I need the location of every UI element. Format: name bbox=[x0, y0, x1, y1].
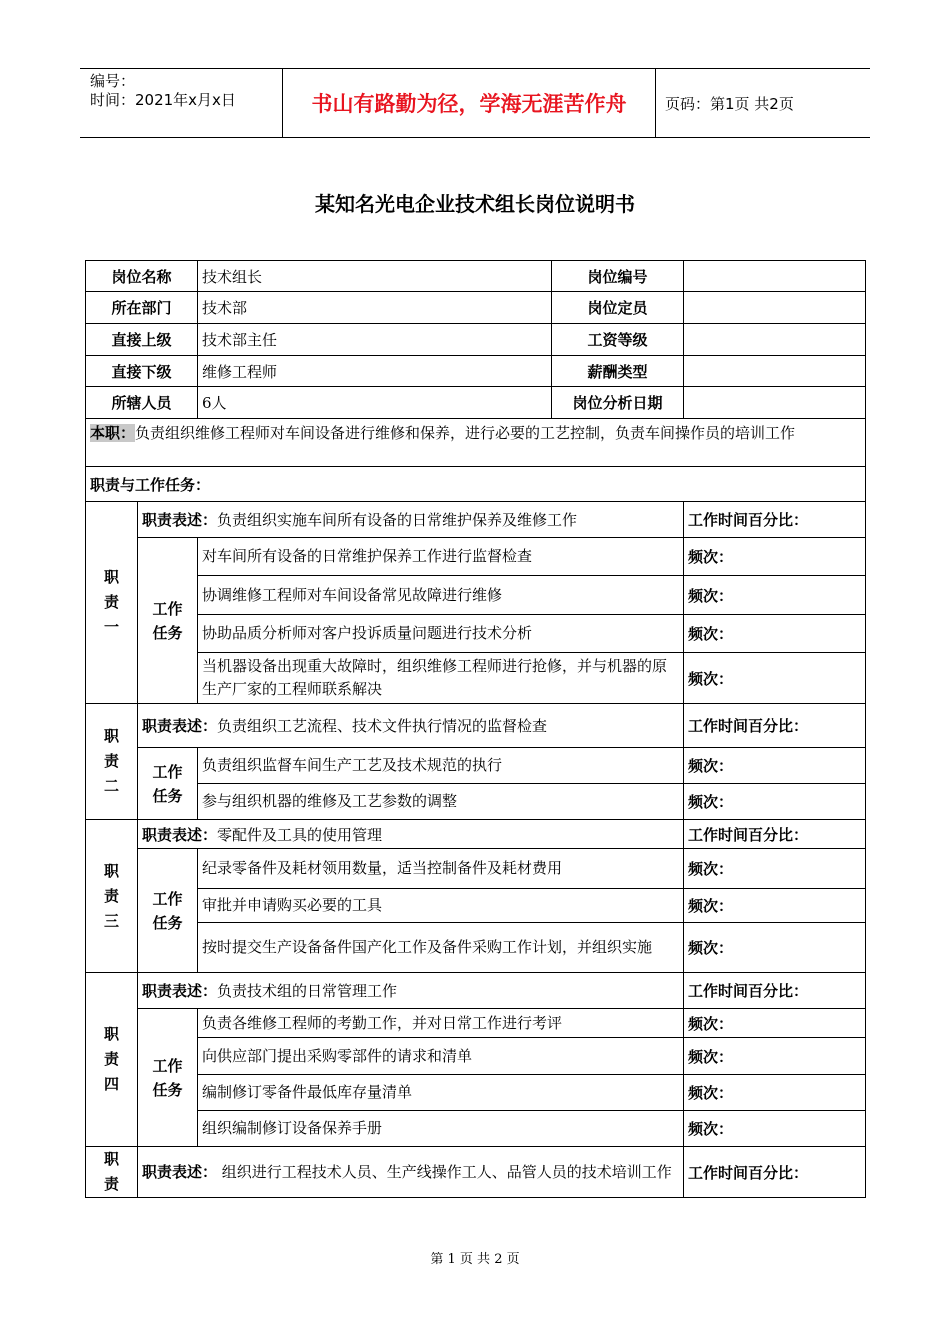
task-text: 审批并申请购买必要的工具 bbox=[198, 889, 684, 923]
info-label: 薪酬类型 bbox=[552, 356, 684, 387]
percent-label: 工作时间百分比： bbox=[684, 704, 866, 748]
desc-text: 零配件及工具的使用管理 bbox=[217, 825, 383, 844]
duty-description bbox=[138, 973, 684, 1009]
number-label: 编号： bbox=[90, 72, 136, 90]
info-value bbox=[684, 292, 866, 324]
duty-name bbox=[86, 704, 138, 820]
task-group-char: 工作 bbox=[152, 762, 183, 781]
info-value: 技术部 bbox=[198, 292, 552, 324]
duty-name bbox=[86, 973, 138, 1147]
motto: 书山有路勤为径，学海无涯苦作舟 bbox=[282, 69, 656, 137]
task-group-char: 任务 bbox=[152, 786, 183, 805]
desc-text: 负责技术组的日常管理工作 bbox=[217, 982, 398, 1000]
percent-label: 工作时间百分比： bbox=[684, 1147, 866, 1198]
info-value bbox=[684, 387, 866, 419]
percent-label: 工作时间百分比： bbox=[684, 973, 866, 1009]
info-label: 岗位名称 bbox=[86, 261, 198, 292]
duty-description bbox=[138, 820, 684, 849]
job-description-table bbox=[85, 260, 866, 1198]
info-value bbox=[684, 324, 866, 356]
freq-label: 频次： bbox=[684, 849, 866, 889]
freq-label: 频次： bbox=[684, 538, 866, 576]
task-group-label bbox=[138, 538, 198, 704]
desc-key: 职责表述： bbox=[142, 511, 218, 529]
duty-desc-row bbox=[86, 502, 866, 538]
duty-name bbox=[86, 502, 138, 704]
page-label: 页码：第1页 共2页 bbox=[665, 94, 794, 113]
duty-name-char: 职 bbox=[103, 727, 119, 745]
header-meta bbox=[80, 69, 282, 137]
task-group-char: 工作 bbox=[152, 1056, 183, 1075]
info-label: 直接下级 bbox=[86, 356, 198, 387]
info-row bbox=[86, 387, 866, 419]
info-label: 工资等级 bbox=[552, 324, 684, 356]
task-row bbox=[86, 1075, 866, 1111]
freq-label: 频次： bbox=[684, 1009, 866, 1038]
duty-name-char: 责 bbox=[103, 886, 119, 905]
task-group-char: 任务 bbox=[152, 913, 183, 932]
duty-description bbox=[138, 502, 684, 538]
info-value: 6人 bbox=[198, 387, 552, 419]
freq-label: 频次： bbox=[684, 784, 866, 820]
task-row bbox=[86, 1038, 866, 1075]
task-text: 向供应部门提出采购零部件的请求和清单 bbox=[198, 1038, 684, 1075]
info-row bbox=[86, 292, 866, 324]
task-text: 负责各维修工程师的考勤工作，并对日常工作进行考评 bbox=[198, 1009, 684, 1038]
info-label: 所在部门 bbox=[86, 292, 198, 324]
duty-name-char: 责 bbox=[103, 1050, 119, 1068]
info-label: 直接上级 bbox=[86, 324, 198, 356]
task-row bbox=[86, 653, 866, 704]
task-text: 协调维修工程师对车间设备常见故障进行维修 bbox=[198, 576, 684, 615]
info-label: 岗位定员 bbox=[552, 292, 684, 324]
task-row bbox=[86, 576, 866, 615]
freq-label: 频次： bbox=[684, 1075, 866, 1111]
benzhi-label: 本职： bbox=[90, 424, 136, 442]
info-label: 所辖人员 bbox=[86, 387, 198, 419]
task-row bbox=[86, 889, 866, 923]
task-group-char: 工作 bbox=[152, 599, 183, 618]
info-value bbox=[684, 261, 866, 292]
page-header bbox=[80, 68, 870, 138]
task-group-char: 任务 bbox=[152, 1080, 183, 1099]
info-row bbox=[86, 261, 866, 292]
page-footer: 第 1 页 共 2 页 bbox=[430, 1252, 520, 1267]
freq-label: 频次： bbox=[684, 748, 866, 784]
task-text: 组织编制修订设备保养手册 bbox=[198, 1111, 684, 1147]
desc-key: 职责表述： bbox=[142, 717, 218, 735]
task-row bbox=[86, 1009, 866, 1038]
info-value bbox=[684, 356, 866, 387]
task-text: 对车间所有设备的日常维护保养工作进行监督检查 bbox=[198, 538, 684, 576]
duties-header-row bbox=[86, 467, 866, 502]
duty-name-char: 职 bbox=[103, 861, 119, 880]
info-label: 岗位编号 bbox=[552, 261, 684, 292]
task-row bbox=[86, 538, 866, 576]
duty-name-char: 一 bbox=[103, 618, 119, 636]
duty-name-char: 责 bbox=[103, 593, 119, 611]
percent-label: 工作时间百分比： bbox=[684, 820, 866, 849]
freq-label: 频次： bbox=[684, 653, 866, 704]
task-row bbox=[86, 923, 866, 973]
duty-name-char: 职 bbox=[103, 568, 119, 586]
freq-label: 频次： bbox=[684, 923, 866, 973]
task-text: 当机器设备出现重大故障时，组织维修工程师进行抢修，并与机器的原生产厂家的工程师联系解决 bbox=[198, 653, 684, 704]
freq-label: 频次： bbox=[684, 615, 866, 653]
benzhi-row bbox=[86, 419, 866, 467]
desc-text: 负责组织工艺流程、技术文件执行情况的监督检查 bbox=[217, 717, 548, 735]
duty-description bbox=[138, 704, 684, 748]
task-row bbox=[86, 1111, 866, 1147]
task-group-char: 工作 bbox=[152, 889, 183, 908]
info-value: 技术组长 bbox=[198, 261, 552, 292]
task-group-label bbox=[138, 748, 198, 820]
benzhi-text: 负责组织维修工程师对车间设备进行维修和保养，进行必要的工艺控制，负责车间操作员的培训工作 bbox=[135, 424, 796, 442]
task-group-char: 任务 bbox=[152, 623, 183, 642]
info-value: 维修工程师 bbox=[198, 356, 552, 387]
duty-name-char: 职 bbox=[103, 1150, 119, 1168]
duty-desc-row bbox=[86, 704, 866, 748]
duty-desc-row bbox=[86, 973, 866, 1009]
duty-name-char: 四 bbox=[103, 1075, 119, 1093]
task-text: 按时提交生产设备备件国产化工作及备件采购工作计划，并组织实施 bbox=[198, 923, 684, 973]
desc-key: 职责表述： bbox=[142, 1162, 218, 1181]
task-text: 纪录零备件及耗材领用数量，适当控制备件及耗材费用 bbox=[198, 849, 684, 889]
duty-name-char: 责 bbox=[103, 752, 119, 770]
task-text: 参与组织机器的维修及工艺参数的调整 bbox=[198, 784, 684, 820]
time-label: 时间：2021年x月x日 bbox=[90, 91, 236, 109]
task-row bbox=[86, 748, 866, 784]
duty-name bbox=[86, 820, 138, 973]
duty-desc-row bbox=[86, 1147, 866, 1198]
info-row bbox=[86, 324, 866, 356]
desc-text: 组织进行工程技术人员、生产线操作工人、品管人员的技术培训工作 bbox=[217, 1162, 672, 1181]
duties-header: 职责与工作任务： bbox=[86, 467, 866, 502]
percent-label: 工作时间百分比： bbox=[684, 502, 866, 538]
task-text: 编制修订零备件最低库存量清单 bbox=[198, 1075, 684, 1111]
info-row bbox=[86, 356, 866, 387]
duty-desc-row bbox=[86, 820, 866, 849]
info-label: 岗位分析日期 bbox=[552, 387, 684, 419]
freq-label: 频次： bbox=[684, 1111, 866, 1147]
task-text: 协助品质分析师对客户投诉质量问题进行技术分析 bbox=[198, 615, 684, 653]
duty-description bbox=[138, 1147, 684, 1198]
freq-label: 频次： bbox=[684, 889, 866, 923]
benzhi-cell bbox=[86, 419, 866, 467]
freq-label: 频次： bbox=[684, 1038, 866, 1075]
info-value: 技术部主任 bbox=[198, 324, 552, 356]
task-group-label bbox=[138, 1009, 198, 1147]
task-text: 负责组织监督车间生产工艺及技术规范的执行 bbox=[198, 748, 684, 784]
freq-label: 频次： bbox=[684, 576, 866, 615]
task-row bbox=[86, 849, 866, 889]
task-row bbox=[86, 784, 866, 820]
duty-name-char: 二 bbox=[103, 777, 119, 795]
duty-name bbox=[86, 1147, 138, 1198]
task-row bbox=[86, 615, 866, 653]
document-title: 某知名光电企业技术组长岗位说明书 bbox=[315, 192, 635, 216]
desc-key: 职责表述： bbox=[142, 825, 218, 844]
desc-key: 职责表述： bbox=[142, 982, 218, 1000]
duty-name-char: 职 bbox=[103, 1025, 119, 1043]
duty-name-char: 责 bbox=[103, 1175, 119, 1193]
duty-name-char: 三 bbox=[103, 911, 119, 930]
desc-text: 负责组织实施车间所有设备的日常维护保养及维修工作 bbox=[217, 511, 578, 529]
task-group-label bbox=[138, 849, 198, 973]
